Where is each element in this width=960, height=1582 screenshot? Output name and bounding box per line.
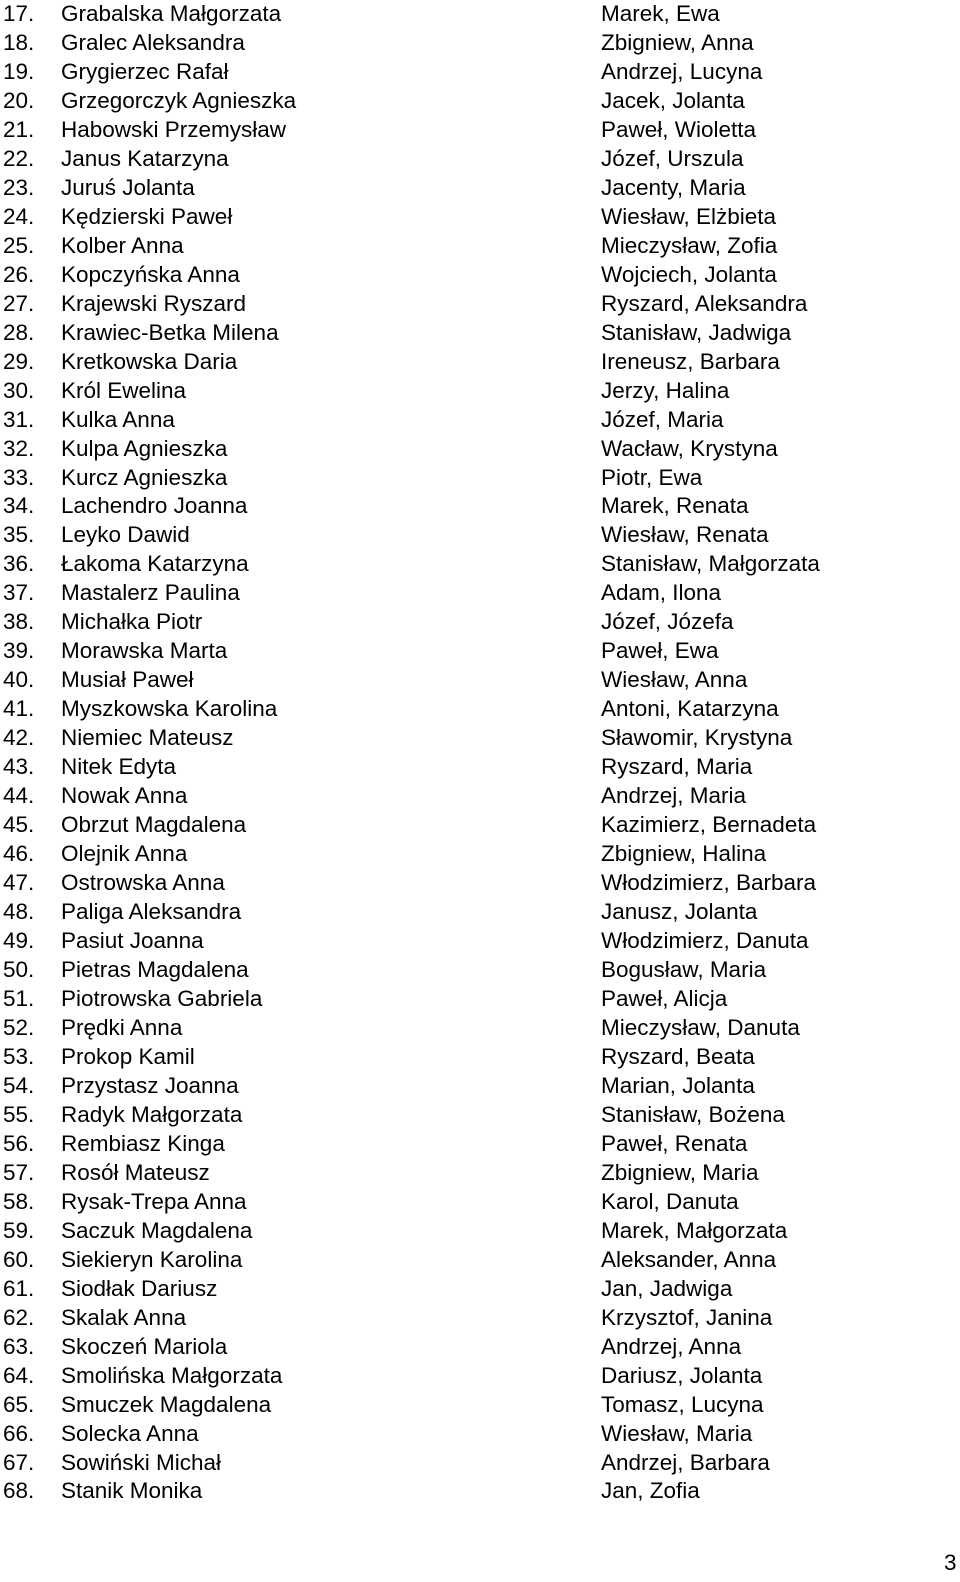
entry-number: 37. (3, 580, 35, 606)
entry-parents: Ryszard, Beata (601, 1043, 755, 1069)
list-item (0, 1071, 960, 1100)
entry-number: 50. (3, 957, 35, 982)
entry-parents: Antoni, Katarzyna (601, 696, 779, 722)
entry-number: 61. (3, 1275, 35, 1301)
entry-number: 44. (3, 783, 35, 809)
list-item (0, 1303, 960, 1332)
entry-name: Siekieryn Karolina (61, 1246, 243, 1272)
entry-parents: Wiesław, Renata (601, 522, 769, 548)
entry-number: 51. (3, 985, 35, 1011)
list-item (0, 781, 960, 810)
list-item (0, 0, 960, 28)
list-item (0, 1013, 960, 1042)
entry-parents: Ireneusz, Barbara (601, 348, 780, 374)
list-item (0, 1042, 960, 1071)
list-item (0, 115, 960, 144)
list-item (0, 1361, 960, 1390)
entry-number: 59. (3, 1217, 35, 1243)
entry-name: Habowski Przemysław (61, 116, 287, 142)
entry-parents: Marek, Małgorzata (601, 1217, 788, 1243)
entry-parents: Andrzej, Maria (601, 783, 747, 809)
entry-parents: Paweł, Alicja (601, 985, 728, 1011)
list-item (0, 405, 960, 434)
entry-number: 39. (3, 638, 35, 664)
entry-parents: Zbigniew, Maria (601, 1159, 759, 1185)
entry-name: Sowiński Michał (61, 1449, 222, 1475)
list-item (0, 984, 960, 1013)
entry-number: 67. (3, 1449, 35, 1475)
list-item (0, 694, 960, 723)
entry-parents: Adam, Ilona (601, 580, 722, 606)
entry-number: 49. (3, 928, 35, 954)
entry-name: Król Ewelina (61, 377, 187, 403)
list-item (0, 1476, 960, 1505)
entry-name: Kulka Anna (61, 406, 175, 432)
entry-parents: Wiesław, Maria (601, 1420, 753, 1446)
entry-parents: Mieczysław, Zofia (601, 232, 778, 258)
entry-name: Niemiec Mateusz (61, 725, 234, 751)
entry-parents: Wojciech, Jolanta (601, 261, 777, 287)
entry-number: 65. (3, 1391, 35, 1417)
entry-parents: Krzysztof, Janina (601, 1304, 773, 1330)
list-item (0, 28, 960, 57)
entry-parents: Tomasz, Lucyna (601, 1391, 764, 1417)
entry-name: Krawiec-Betka Milena (61, 319, 279, 345)
list-item (0, 1274, 960, 1303)
list-item (0, 955, 960, 984)
entry-number: 53. (3, 1043, 35, 1069)
entry-parents: Jacenty, Maria (601, 174, 746, 200)
entry-parents: Kazimierz, Bernadeta (601, 812, 817, 838)
entry-parents: Paweł, Renata (601, 1130, 748, 1156)
entry-number: 29. (3, 348, 35, 374)
list-item (0, 173, 960, 202)
entry-parents: Wiesław, Elżbieta (601, 203, 777, 229)
entry-name: Kopczyńska Anna (61, 261, 240, 287)
entry-parents: Andrzej, Barbara (601, 1449, 770, 1475)
entry-number: 26. (3, 261, 35, 287)
entry-name: Juruś Jolanta (61, 174, 195, 200)
entry-name: Piotrowska Gabriela (61, 985, 263, 1011)
list-item (0, 607, 960, 636)
list-item (0, 1129, 960, 1158)
entry-parents: Bogusław, Maria (601, 957, 767, 982)
entry-parents: Mieczysław, Danuta (601, 1014, 800, 1040)
entry-number: 68. (3, 1478, 35, 1504)
list-item (0, 1187, 960, 1216)
entry-parents: Józef, Józefa (601, 609, 734, 635)
list-item (0, 810, 960, 839)
entry-name: Siodłak Dariusz (61, 1275, 218, 1301)
entry-number: 19. (3, 58, 35, 84)
list-item (0, 636, 960, 665)
entry-name: Ostrowska Anna (61, 870, 225, 896)
entry-parents: Józef, Maria (601, 406, 724, 432)
page-number: 3 (944, 1550, 957, 1575)
entry-number: 25. (3, 232, 35, 258)
entry-number: 57. (3, 1159, 35, 1185)
entry-parents: Dariusz, Jolanta (601, 1362, 763, 1388)
list-item (0, 86, 960, 115)
entry-name: Kolber Anna (61, 232, 184, 258)
entry-number: 55. (3, 1101, 35, 1127)
entry-name: Olejnik Anna (61, 841, 188, 867)
list-item (0, 231, 960, 260)
entry-number: 43. (3, 754, 35, 780)
entry-name: Rosół Mateusz (61, 1159, 210, 1185)
entry-number: 34. (3, 493, 35, 519)
entry-name: Mastalerz Paulina (61, 580, 240, 606)
entry-name: Stanik Monika (61, 1478, 203, 1504)
entry-parents: Karol, Danuta (601, 1188, 739, 1214)
entry-parents: Stanisław, Bożena (601, 1101, 785, 1127)
entry-number: 42. (3, 725, 35, 751)
entry-parents: Wacław, Krystyna (601, 435, 778, 461)
entry-parents: Jan, Jadwiga (601, 1275, 733, 1301)
entry-number: 17. (3, 1, 35, 26)
entry-number: 47. (3, 870, 35, 896)
list-item (0, 463, 960, 492)
entry-number: 38. (3, 609, 35, 635)
entry-parents: Marian, Jolanta (601, 1072, 755, 1098)
entry-number: 64. (3, 1362, 35, 1388)
entry-number: 36. (3, 551, 35, 577)
entry-name: Janus Katarzyna (61, 145, 229, 171)
entry-name: Grygierzec Rafał (61, 58, 229, 84)
entry-name: Smolińska Małgorzata (61, 1362, 283, 1388)
entry-name: Lachendro Joanna (61, 493, 248, 519)
entry-name: Obrzut Magdalena (61, 812, 247, 838)
entry-number: 31. (3, 406, 35, 432)
entry-name: Pasiut Joanna (61, 928, 204, 954)
entry-number: 66. (3, 1420, 35, 1446)
entry-parents: Zbigniew, Anna (601, 29, 754, 55)
entry-parents: Andrzej, Anna (601, 1333, 742, 1359)
entry-name: Musiał Paweł (61, 667, 194, 693)
entry-parents: Jan, Zofia (601, 1478, 700, 1504)
entry-parents: Wiesław, Anna (601, 667, 748, 693)
entry-number: 28. (3, 319, 35, 345)
entry-name: Morawska Marta (61, 638, 228, 664)
entry-number: 33. (3, 464, 35, 490)
entry-name: Krajewski Ryszard (61, 290, 247, 316)
list-item (0, 1332, 960, 1361)
entry-parents: Aleksander, Anna (601, 1246, 777, 1272)
entry-parents: Stanisław, Małgorzata (601, 551, 820, 577)
list-item (0, 665, 960, 694)
entry-parents: Marek, Renata (601, 493, 749, 519)
list-item (0, 1158, 960, 1187)
entry-number: 21. (3, 116, 35, 142)
entry-number: 41. (3, 696, 35, 722)
entry-parents: Józef, Urszula (601, 145, 744, 171)
list-item (0, 260, 960, 289)
entry-parents: Ryszard, Aleksandra (601, 290, 808, 316)
entry-name: Kędzierski Paweł (61, 203, 233, 229)
entry-number: 46. (3, 841, 35, 867)
entry-name: Grabalska Małgorzata (61, 1, 282, 26)
list-item (0, 1419, 960, 1448)
entry-name: Myszkowska Karolina (61, 696, 278, 722)
entry-parents: Stanisław, Jadwiga (601, 319, 792, 345)
entry-name: Skalak Anna (61, 1304, 187, 1330)
list-item (0, 434, 960, 463)
list-item (0, 926, 960, 955)
entry-name: Michałka Piotr (61, 609, 203, 635)
list-item (0, 202, 960, 231)
entry-number: 60. (3, 1246, 35, 1272)
entry-name: Rembiasz Kinga (61, 1130, 225, 1156)
list-item (0, 347, 960, 376)
list-item (0, 376, 960, 405)
entry-number: 58. (3, 1188, 35, 1214)
entry-name: Przystasz Joanna (61, 1072, 239, 1098)
entry-name: Łakoma Katarzyna (61, 551, 249, 577)
list-item (0, 1216, 960, 1245)
list-item (0, 578, 960, 607)
entry-parents: Ryszard, Maria (601, 754, 753, 780)
entry-name: Kulpa Agnieszka (61, 435, 228, 461)
entry-name: Skoczeń Mariola (61, 1333, 228, 1359)
list-item (0, 144, 960, 173)
entry-number: 52. (3, 1014, 35, 1040)
entry-number: 35. (3, 522, 35, 548)
entry-number: 40. (3, 667, 35, 693)
entry-parents: Janusz, Jolanta (601, 899, 758, 925)
entry-parents: Włodzimierz, Barbara (601, 870, 817, 896)
entry-number: 48. (3, 899, 35, 925)
entry-name: Pietras Magdalena (61, 957, 249, 982)
entry-name: Nitek Edyta (61, 754, 177, 780)
list-item (0, 752, 960, 781)
entry-parents: Zbigniew, Halina (601, 841, 767, 867)
entry-number: 30. (3, 377, 35, 403)
entry-name: Prędki Anna (61, 1014, 183, 1040)
entry-number: 54. (3, 1072, 35, 1098)
entry-number: 24. (3, 203, 35, 229)
entry-name: Rysak-Trepa Anna (61, 1188, 247, 1214)
entry-parents: Sławomir, Krystyna (601, 725, 793, 751)
list-item (0, 549, 960, 578)
entry-name: Leyko Dawid (61, 522, 190, 548)
entry-name: Paliga Aleksandra (61, 899, 242, 925)
entry-number: 23. (3, 174, 35, 200)
list-item (0, 1245, 960, 1274)
entry-number: 20. (3, 87, 35, 113)
entry-number: 63. (3, 1333, 35, 1359)
entry-number: 62. (3, 1304, 35, 1330)
entry-number: 22. (3, 145, 35, 171)
entry-number: 18. (3, 29, 35, 55)
entry-name: Solecka Anna (61, 1420, 199, 1446)
entry-number: 56. (3, 1130, 35, 1156)
entry-number: 45. (3, 812, 35, 838)
list-item (0, 57, 960, 86)
entry-name: Prokop Kamil (61, 1043, 195, 1069)
entry-name: Grzegorczyk Agnieszka (61, 87, 297, 113)
entry-parents: Marek, Ewa (601, 1, 720, 26)
list-item (0, 723, 960, 752)
entry-name: Radyk Małgorzata (61, 1101, 243, 1127)
list-item (0, 289, 960, 318)
list-item (0, 520, 960, 549)
list-item (0, 1448, 960, 1477)
list-item (0, 318, 960, 347)
entry-parents: Paweł, Wioletta (601, 116, 757, 142)
entry-name: Saczuk Magdalena (61, 1217, 253, 1243)
entry-name: Smuczek Magdalena (61, 1391, 272, 1417)
list-item (0, 1390, 960, 1419)
entry-name: Kretkowska Daria (61, 348, 238, 374)
entry-parents: Andrzej, Lucyna (601, 58, 763, 84)
entry-parents: Jerzy, Halina (601, 377, 730, 403)
entry-number: 27. (3, 290, 35, 316)
entry-parents: Paweł, Ewa (601, 638, 719, 664)
entry-parents: Piotr, Ewa (601, 464, 703, 490)
entry-number: 32. (3, 435, 35, 461)
entry-parents: Włodzimierz, Danuta (601, 928, 809, 954)
list-item (0, 839, 960, 868)
entry-name: Kurcz Agnieszka (61, 464, 228, 490)
entry-parents: Jacek, Jolanta (601, 87, 745, 113)
list-item (0, 897, 960, 926)
entry-name: Nowak Anna (61, 783, 188, 809)
list-item (0, 1100, 960, 1129)
entry-name: Gralec Aleksandra (61, 29, 245, 55)
list-item (0, 491, 960, 520)
list-item (0, 868, 960, 897)
